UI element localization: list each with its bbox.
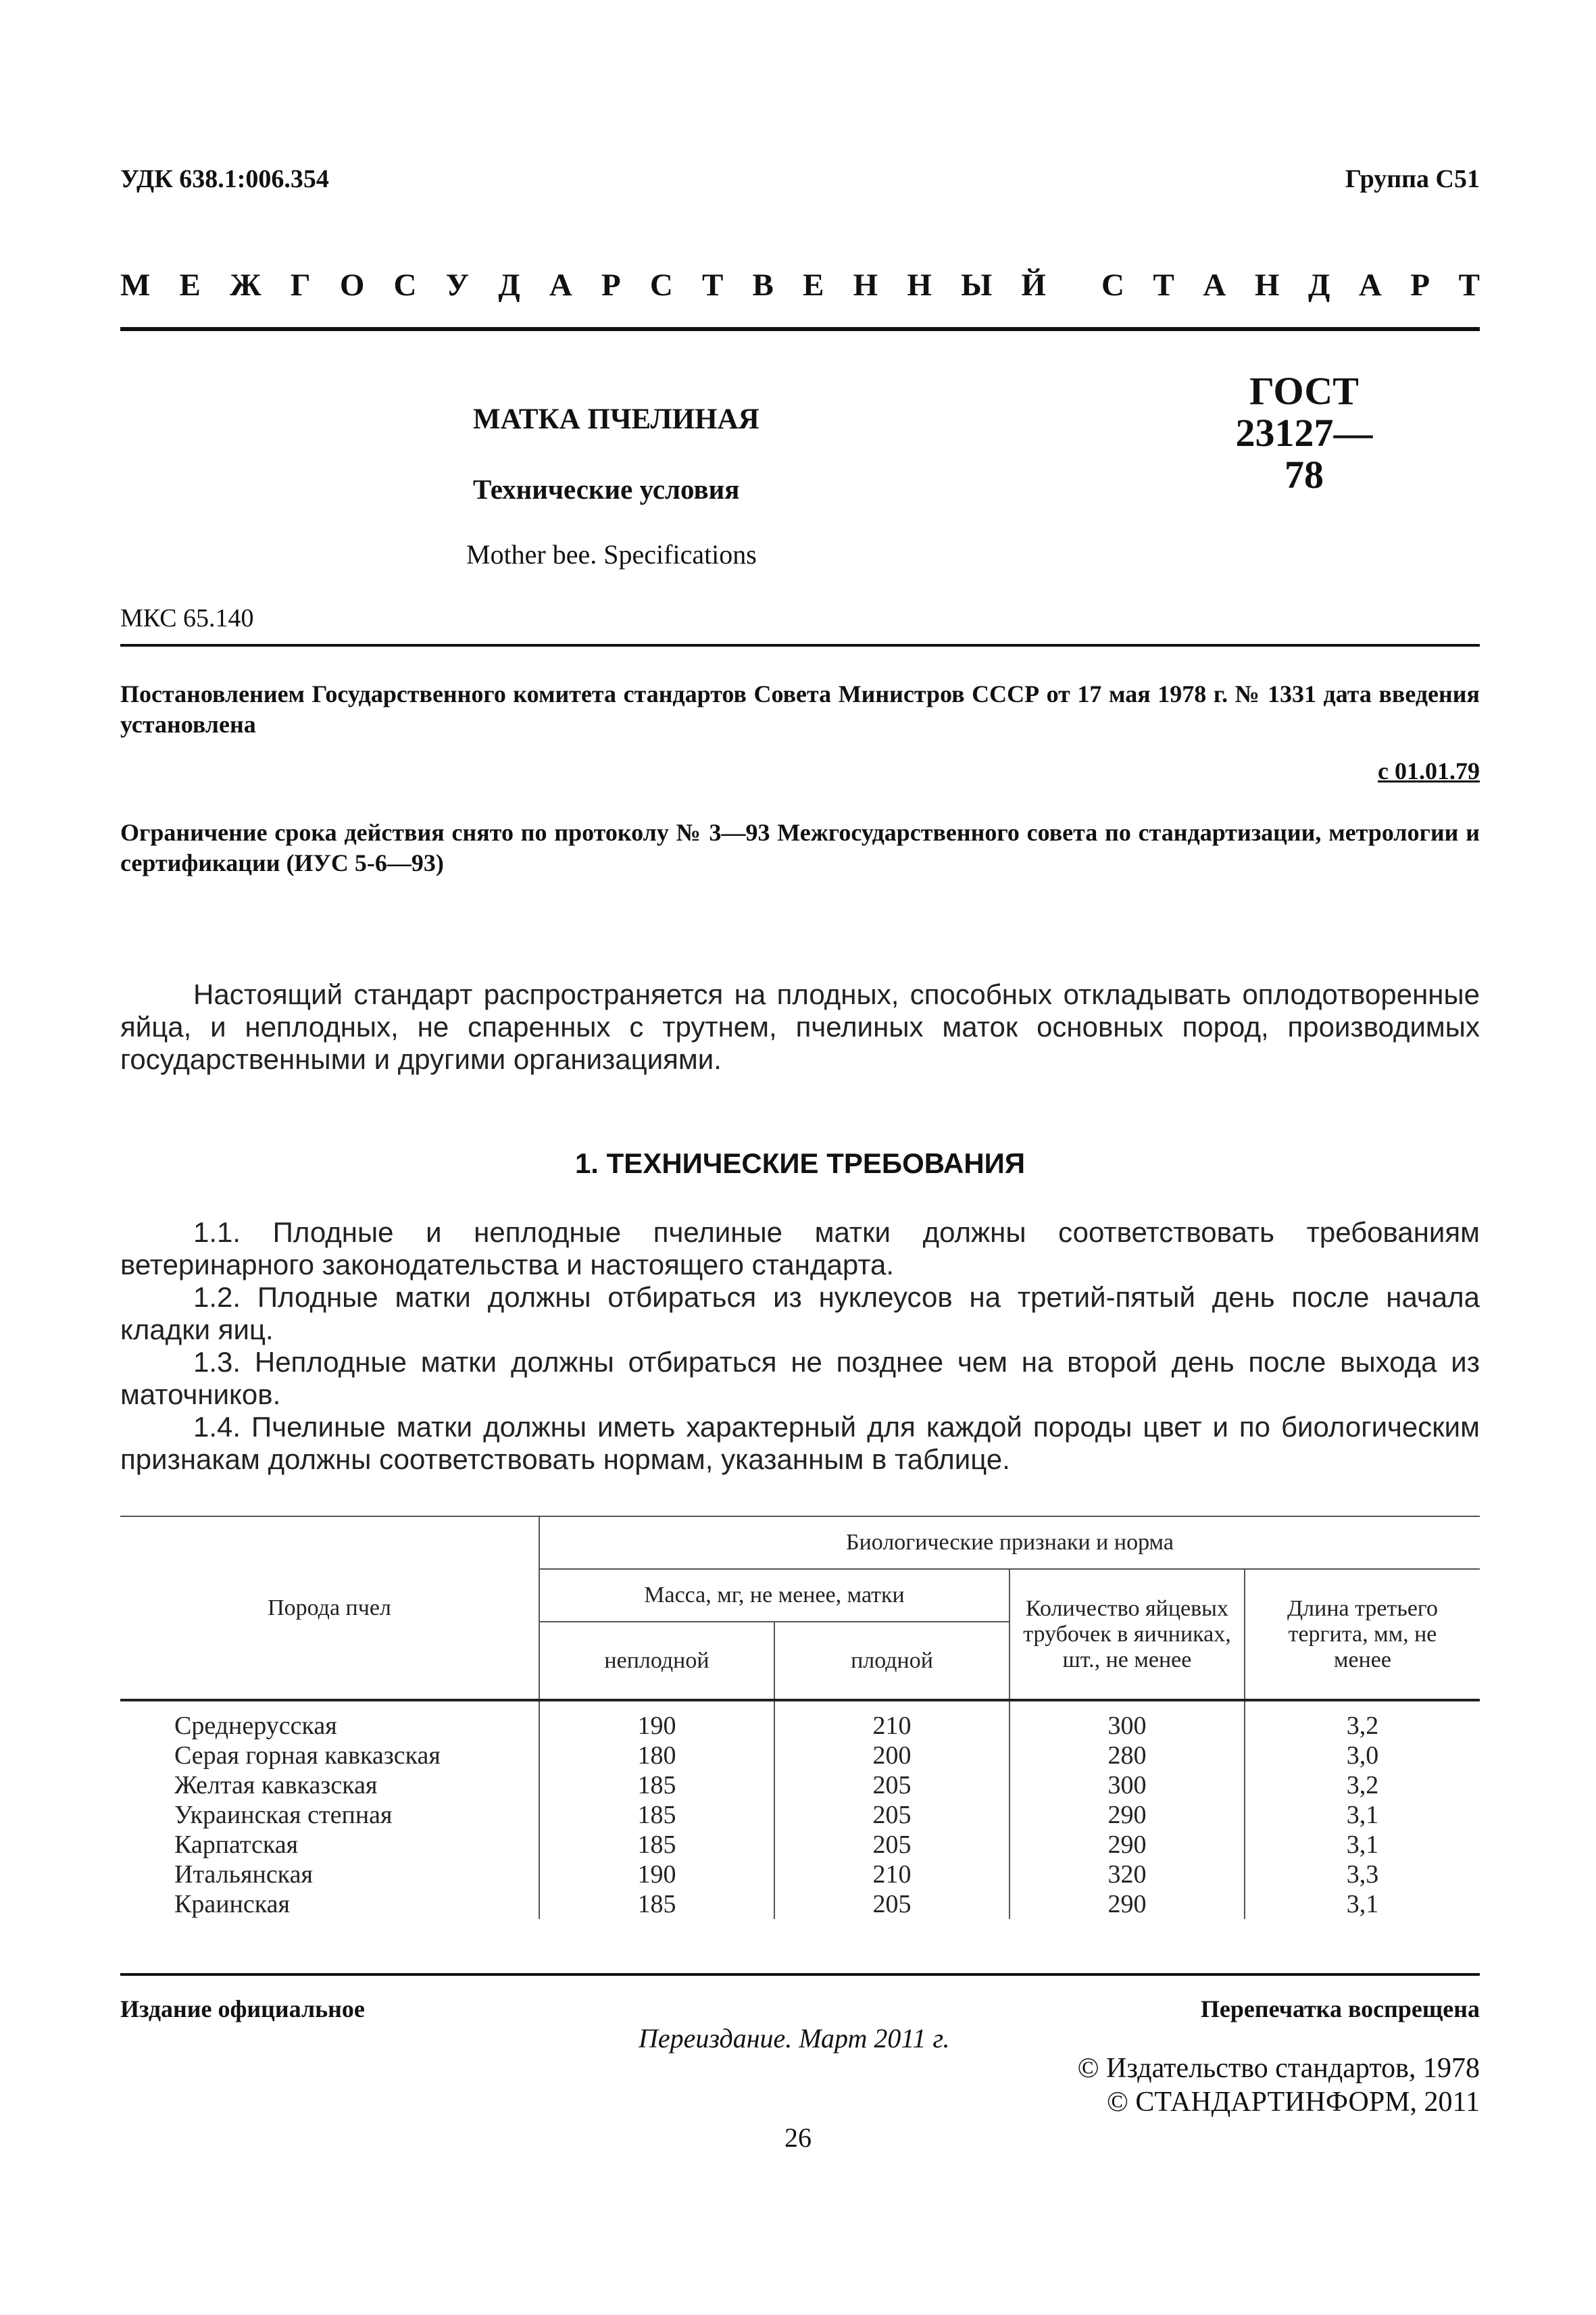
cell-breed: Украинская степная: [120, 1800, 539, 1830]
group-header: Биологические признаки и норма: [539, 1516, 1480, 1569]
cell-unfertile: 185: [539, 1889, 774, 1919]
cell-tubes: 320: [1009, 1860, 1245, 1889]
intro-paragraph: Настоящий стандарт распространяется на плодных, способных откладывать оплодотворенные яйца, и неплодных, не спаренных с трутнем, пчелиных маток основных пород, производимых государственными и другими организациями.: [120, 978, 1480, 1075]
udk-code: УДК 638.1:006.354: [120, 165, 329, 193]
gost-label: ГОСТ: [1249, 369, 1359, 413]
tubes-header: Количество яйцевых трубочек в яичниках, шт., не менее: [1009, 1569, 1245, 1700]
document-subtitle: Технические условия: [473, 474, 740, 505]
cell-fertile: 210: [774, 1700, 1009, 1741]
cell-breed: Среднерусская: [120, 1700, 539, 1741]
mks-code: МКС 65.140: [120, 604, 254, 632]
footer-rule: [120, 1973, 1480, 1976]
paragraph-1-1: 1.1. Плодные и неплодные пчелиные матки должны соответствовать требованиям ветеринарного законодательства и настоящего стандарта.: [120, 1216, 1480, 1280]
table-row: [120, 1770, 1480, 1800]
cell-tergite: 3,1: [1346, 1831, 1379, 1859]
table-row: [120, 1889, 1480, 1919]
breed-header: Порода пчел: [120, 1516, 539, 1700]
cell-fertile: 205: [774, 1830, 1009, 1860]
page-number: 26: [784, 2122, 812, 2153]
cell-tergite: 3,1: [1346, 1801, 1379, 1829]
cell-breed: Карпатская: [120, 1830, 539, 1860]
mass-header: Масса, мг, не менее, матки: [539, 1569, 1009, 1622]
cell-breed: Желтая кавказская: [120, 1770, 539, 1800]
cell-breed: Краинская: [120, 1889, 539, 1919]
cell-tubes: 300: [1009, 1770, 1245, 1800]
english-title: Mother bee. Specifications: [466, 539, 757, 570]
paragraph-1-4: 1.4. Пчелиные матки должны иметь характерный для каждой породы цвет и по биологическим признакам должны соответствовать нормам, указанным в таблице.: [120, 1411, 1480, 1475]
cell-tubes: 290: [1009, 1830, 1245, 1860]
cell-breed: Итальянская: [120, 1860, 539, 1889]
decree-text: Постановлением Государственного комитета стандартов Совета Министров СССР от 17 мая 1978 г. № 1331 дата введения установлена: [120, 680, 1480, 738]
document-title: МАТКА ПЧЕЛИНАЯ: [473, 403, 759, 435]
cell-tergite: 3,3: [1346, 1860, 1379, 1889]
banner-word: С Т А Н Д А Р Т: [1101, 268, 1480, 303]
table-row: [120, 1860, 1480, 1889]
cell-tubes: 290: [1009, 1889, 1245, 1919]
cell-fertile: 205: [774, 1889, 1009, 1919]
header-rule: [120, 327, 1480, 331]
cell-tergite: 3,1: [1346, 1890, 1379, 1918]
tergite-header: Длина третьего тергита, мм, не менее: [1245, 1569, 1480, 1700]
section-paragraphs: [120, 1216, 1480, 1476]
paragraph-1-2: 1.2. Плодные матки должны отбираться из нуклеусов на третий-пятый день после начала кладки яиц.: [120, 1281, 1480, 1345]
cell-fertile: 210: [774, 1860, 1009, 1889]
standard-banner: [120, 267, 1480, 303]
table-row: [120, 1800, 1480, 1830]
table-row: [120, 1741, 1480, 1770]
cell-unfertile: 185: [539, 1770, 774, 1800]
banner-word: М Е Ж Г О С У Д А Р С Т В Е Н Н Ы Й: [120, 268, 1046, 303]
copyright-2011: © СТАНДАРТИНФОРМ, 2011: [1107, 2087, 1480, 2118]
cell-tubes: 290: [1009, 1800, 1245, 1830]
cell-tergite: 3,2: [1346, 1712, 1379, 1740]
cell-unfertile: 185: [539, 1830, 774, 1860]
gost-number: 23127—78: [1235, 411, 1373, 497]
cell-tergite: 3,2: [1346, 1771, 1379, 1799]
norms-table: [120, 1516, 1480, 1919]
official-edition: Издание официальное: [120, 1995, 365, 2022]
cell-unfertile: 190: [539, 1700, 774, 1741]
fertile-header: плодной: [774, 1622, 1009, 1700]
section-heading: 1. ТЕХНИЧЕСКИЕ ТРЕБОВАНИЯ: [574, 1147, 1026, 1179]
cell-unfertile: 180: [539, 1741, 774, 1770]
cell-unfertile: 190: [539, 1860, 774, 1889]
limitation-note: Ограничение срока действия снято по протоколу № 3—93 Межгосударственного совета по стандартизации, метрологии и сертификации (ИУС 5-6—93): [120, 819, 1480, 876]
paragraph-1-3: 1.3. Неплодные матки должны отбираться не позднее чем на второй день после выхода из маточников.: [120, 1346, 1480, 1410]
reissue-note: Переиздание. Март 2011 г.: [639, 2023, 950, 2053]
cell-fertile: 200: [774, 1741, 1009, 1770]
cell-tubes: 300: [1009, 1700, 1245, 1741]
copyright-block: [1078, 2051, 1480, 2119]
cell-tergite: 3,0: [1346, 1741, 1379, 1770]
gost-designation: [1216, 370, 1392, 496]
unfertile-header: неплодной: [539, 1622, 774, 1700]
title-rule: [120, 644, 1480, 647]
copyright-1978: © Издательство стандартов, 1978: [1077, 2053, 1480, 2084]
reprint-ban: Перепечатка воспрещена: [1200, 1995, 1480, 2022]
cell-tubes: 280: [1009, 1741, 1245, 1770]
cell-breed: Серая горная кавказская: [120, 1741, 539, 1770]
table-row: [120, 1830, 1480, 1860]
introduction-date: с 01.01.79: [1378, 757, 1480, 785]
group-code: Группа С51: [1345, 165, 1480, 193]
table-row: [120, 1700, 1480, 1741]
cell-fertile: 205: [774, 1800, 1009, 1830]
cell-unfertile: 185: [539, 1800, 774, 1830]
cell-fertile: 205: [774, 1770, 1009, 1800]
